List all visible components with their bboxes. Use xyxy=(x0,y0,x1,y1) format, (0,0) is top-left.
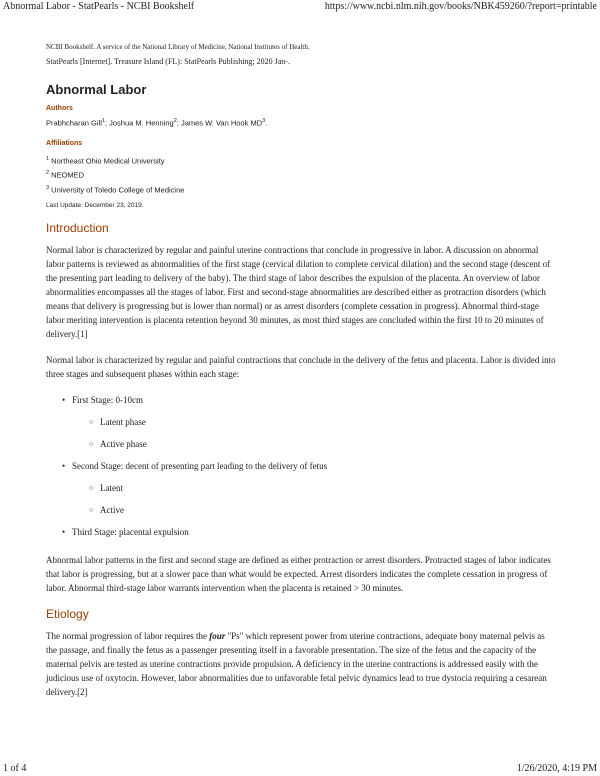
affiliation-num: 2 xyxy=(46,170,50,176)
author-sep: ; xyxy=(176,118,181,128)
authors-label: Authors xyxy=(46,105,73,112)
author-name[interactable]: Prabhcharan Gill xyxy=(46,118,102,128)
print-header xyxy=(0,0,600,14)
list-item: • Third Stage: placental expulsion xyxy=(46,525,556,539)
list-item: ○ Active xyxy=(46,503,556,517)
print-date: 1/26/2020, 4:19 PM xyxy=(516,763,597,774)
author-name[interactable]: Joshua M. Henning xyxy=(109,118,174,128)
section-heading-introduction: Introduction xyxy=(46,221,109,235)
document-page xyxy=(46,42,556,711)
etiology-paragraph xyxy=(46,629,556,699)
print-footer xyxy=(0,762,600,776)
affiliation-text: University of Toledo College of Medicine xyxy=(51,185,185,194)
author-sup: 2 xyxy=(173,118,177,124)
intro-paragraph-3: Abnormal labor patterns in the first and second stage are defined as either protraction or arrest disorders. Protracted stages of labor indicates that labor is progressing, but at a slower pace than what would be expected. Arrest disorders indicates the complete cessation in progress of labor. Abnormal third-stage labor warrants intervention when the placenta is retained > 30 minutes. xyxy=(46,555,551,593)
list-item: ○ Active phase xyxy=(46,437,556,451)
affiliation-text: NEOMED xyxy=(51,170,85,180)
page-title: Abnormal Labor xyxy=(46,82,147,97)
list-item: • Second Stage: decent of presenting part leading to the delivery of fetus xyxy=(46,459,556,473)
list-item: ○ Latent phase xyxy=(46,415,556,429)
affiliation-item xyxy=(46,182,556,197)
intro-paragraph-2: Normal labor is characterized by regular and painful contractions that conclude in the delivery of the fetus and placenta. Labor is divided into three stages and subsequent phases within each stage: xyxy=(46,355,556,379)
print-url[interactable]: https://www.ncbi.nlm.nih.gov/books/NBK459260/?report=printable xyxy=(324,1,597,12)
etiology-emphasis: four xyxy=(209,631,226,641)
last-update: Last Update: December 23, 2019. xyxy=(46,202,144,209)
affiliation-num: 3 xyxy=(46,184,50,191)
section-heading-etiology: Etiology xyxy=(46,607,89,621)
stages-list xyxy=(46,393,556,539)
author-sup: 3 xyxy=(262,118,266,124)
affiliations-label: Affiliations xyxy=(46,139,83,147)
etiology-text-end: "Ps" which represent power from uterine contractions, adequate bony maternal pelvis as the passage, and finally the fetus as a passenger presenting itself in a favorable presentation. The size of the fetus and the capacity of the maternal pelvis are tested as uterine contractions provide propulsion. A deficiency in the uterine contractions is addressed easily with the judicious use of oxytocin. However, labor abnormalities due to unfavorable fetal pelvic dynamics lead to true dystocia requiring a cesarean delivery.[2] xyxy=(46,631,547,697)
affiliation-item xyxy=(46,153,556,168)
intro-paragraph-1: Normal labor is characterized by regular and painful uterine contractions that conclude in progressive in labor. A discussion on abnormal labor patterns is reviewed as abnormalities of the first stage (cervical dilation to complete cervical dilation) and the second stage (descent of the presenting part leading to delivery of the baby). The third stage of labor describes the expulsion of the placenta. An overview of labor abnormalities encompasses all the stages of labor. First and second-stage abnormalities are described either as protraction disorders (which means that delivery is progressing but is lower than normal) or as arrest disorders (complete cessation in progress). Abnormal third-stage labor meriting intervention is placenta retention beyond 30 minutes, as most third stages are concluded within the first 10 to 20 minutes of delivery.[1] xyxy=(46,245,551,339)
affiliation-item xyxy=(46,167,556,182)
author-sup: 1 xyxy=(101,118,105,124)
affiliation-text: Northeast Ohio Medical University xyxy=(51,156,165,165)
affiliation-num: 1 xyxy=(46,155,50,162)
authors-list xyxy=(46,118,556,128)
list-item: • First Stage: 0-10cm xyxy=(46,393,556,407)
author-name[interactable]: James W. Van Hook MD xyxy=(180,118,263,128)
print-title: Abnormal Labor - StatPearls - NCBI Bookshelf xyxy=(3,1,195,12)
page-number: 1 of 4 xyxy=(3,763,27,774)
publisher-line: StatPearls [Internet]. Treasure Island (FL): StatPearls Publishing; 2020 Jan-. xyxy=(46,57,290,66)
service-line: NCBI Bookshelf. A service of the National Library of Medicine, National Institutes of Health. xyxy=(46,43,310,51)
author-sep: . xyxy=(265,118,268,128)
list-item: ○ Latent xyxy=(46,481,556,495)
author-sep: ; xyxy=(104,118,110,128)
etiology-text-start: The normal progression of labor requires the xyxy=(46,631,210,641)
